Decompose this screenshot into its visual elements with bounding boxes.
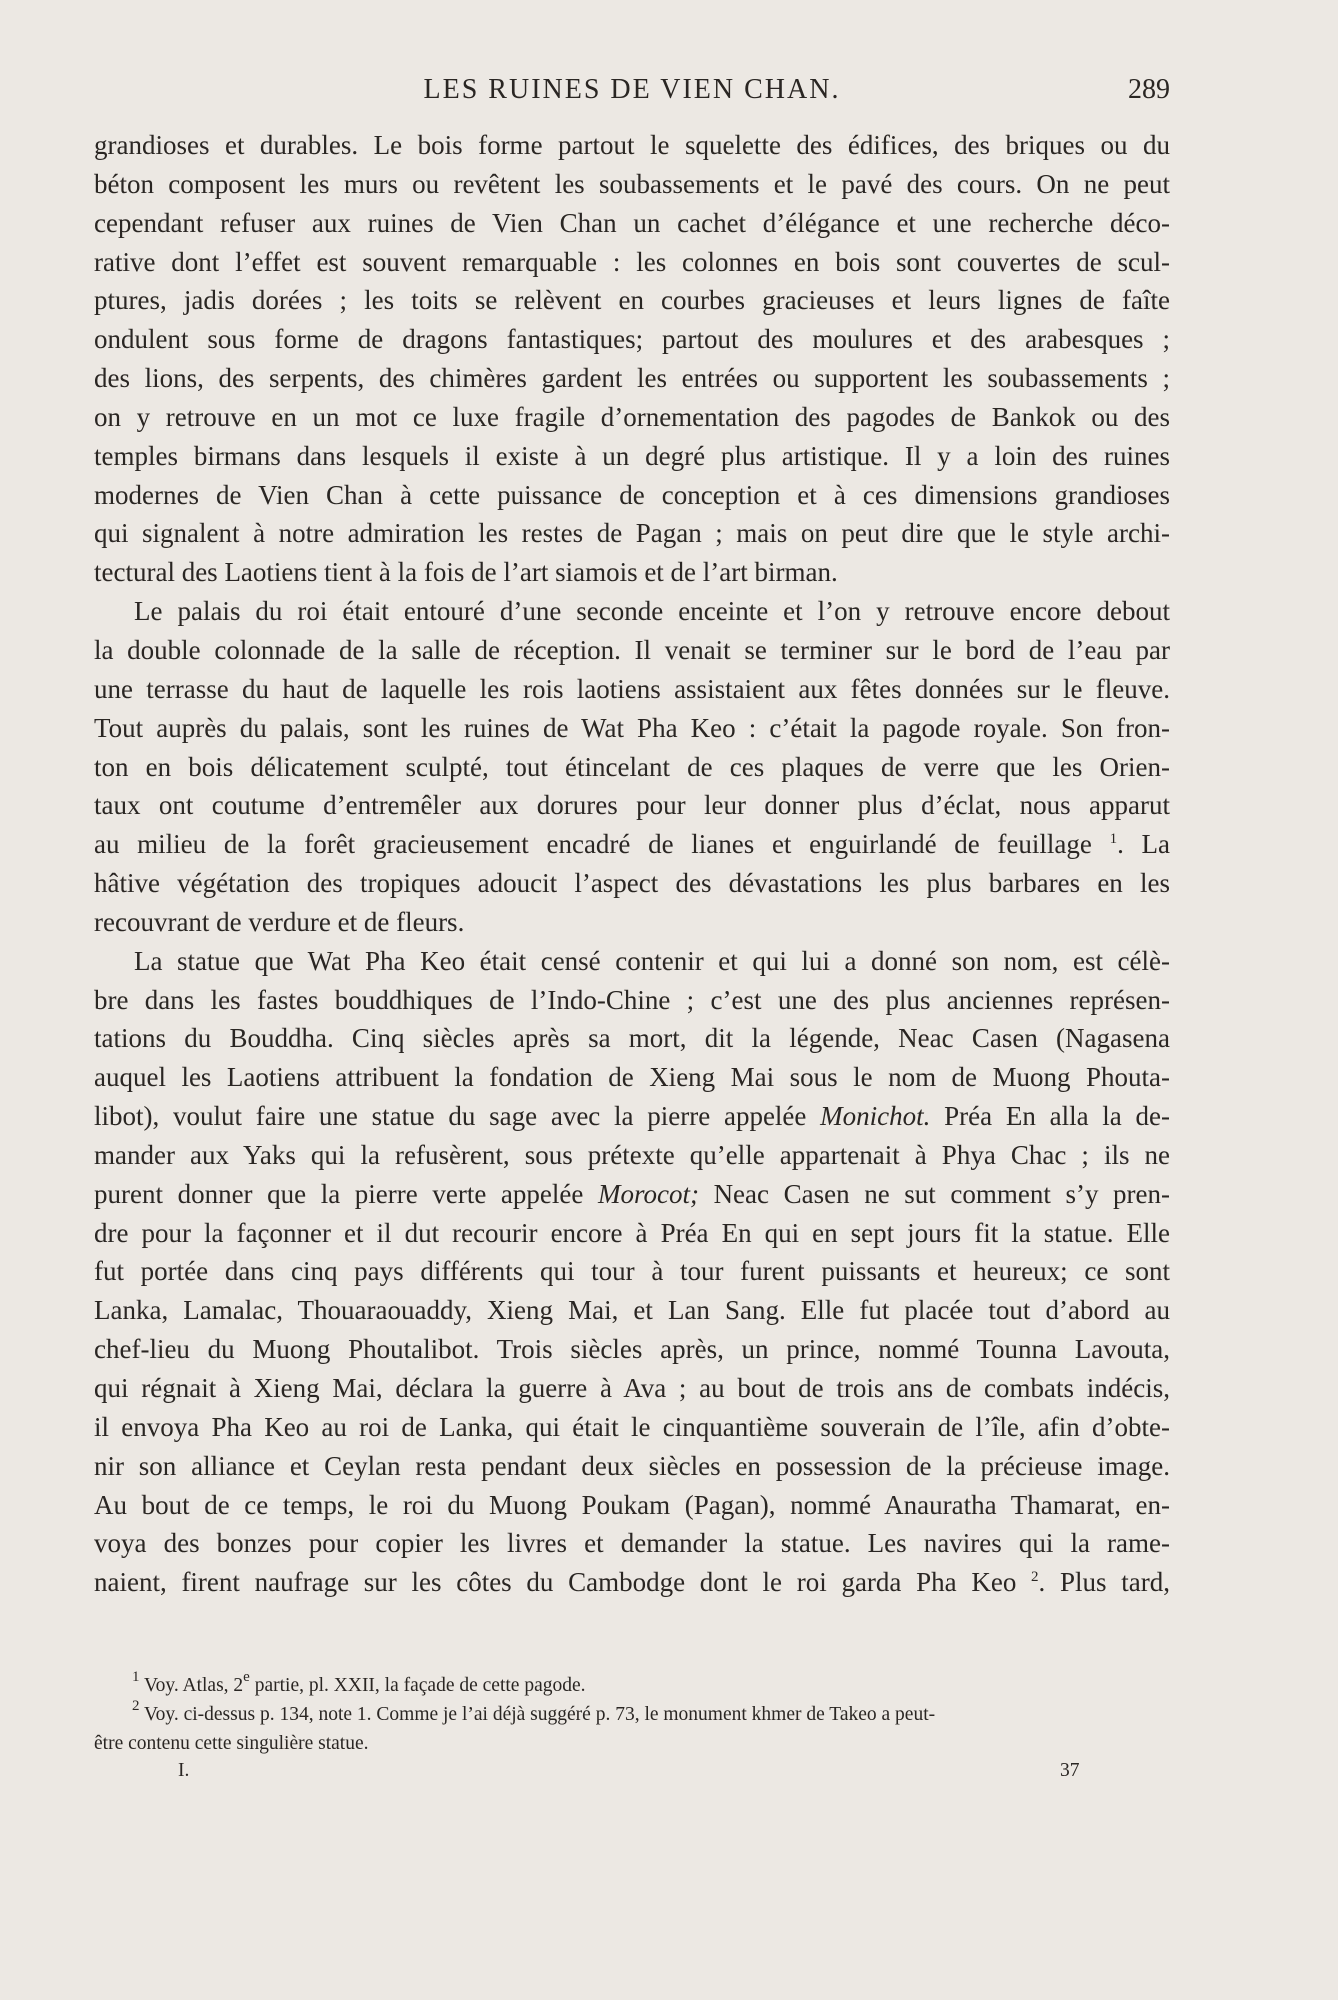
page-number: 289 bbox=[1128, 74, 1170, 105]
footnote-text: partie, pl. XXII, la façade de cette pagode. bbox=[254, 1675, 586, 1696]
text-line: chef-lieu du Muong Phoutalibot. Trois siècles après, un prince, nommé Tounna Lavouta, bbox=[94, 1334, 1170, 1365]
paragraph-start-line: La statue que Wat Pha Keo était censé contenir et qui lui a donné son nom, est célè- bbox=[134, 945, 1170, 976]
text-line: auquel les Laotiens attribuent la fondation de Xieng Mai sous le nom de Muong Phouta- bbox=[94, 1062, 1170, 1093]
text-line bbox=[94, 1097, 1170, 1136]
text-line: mander aux Yaks qui la refusèrent, sous prétexte qu’elle appartenait à Phya Chac ; ils ne bbox=[94, 1139, 1170, 1170]
text-line: rative dont l’effet est souvent remarquable : les colonnes en bois sont couvertes de scul- bbox=[94, 246, 1170, 277]
footnote-2 bbox=[94, 1700, 1170, 1729]
footnote-1 bbox=[94, 1671, 1170, 1700]
footnote-2-continuation: être contenu cette singulière statue. bbox=[94, 1733, 369, 1754]
footnote-ref-2[interactable]: 2 bbox=[1031, 1569, 1039, 1586]
text-line: tectural des Laotiens tient à la fois de l’art siamois et de l’art birman. bbox=[94, 557, 838, 588]
text-line bbox=[94, 1175, 1170, 1214]
footnotes bbox=[94, 1671, 1170, 1758]
text-segment: . La bbox=[1117, 829, 1170, 860]
footnote-text: Voy. ci-dessus p. 134, note 1. Comme je l’ai déjà suggéré p. 73, le monument khmer de Takeo a peut- bbox=[144, 1704, 936, 1725]
footnote-superscript: e bbox=[243, 1669, 250, 1685]
footnote-ref-1[interactable]: 1 bbox=[1109, 831, 1118, 848]
text-line: béton composent les murs ou revêtent les soubassements et le pavé des cours. On ne peut bbox=[94, 168, 1170, 199]
text-line: recouvrant de verdure et de fleurs. bbox=[94, 906, 465, 937]
footnote-marker: 1 bbox=[132, 1669, 140, 1685]
body-text bbox=[94, 126, 1170, 1602]
text-line: bre dans les fastes bouddhiques de l’Indo-Chine ; c’est une des plus anciennes représen- bbox=[94, 984, 1170, 1015]
text-line: ptures, jadis dorées ; les toits se relèvent en courbes gracieuses et leurs lignes de faîte bbox=[94, 285, 1170, 316]
text-line: modernes de Vien Chan à cette puissance de conception et à ces dimensions grandioses bbox=[94, 479, 1170, 510]
text-line: tations du Bouddha. Cinq siècles après sa mort, dit la légende, Neac Casen (Nagasena bbox=[94, 1023, 1170, 1054]
running-title: LES RUINES DE VIEN CHAN. bbox=[423, 74, 841, 105]
text-line: la double colonnade de la salle de réception. Il venait se terminer sur le bord de l’eau par bbox=[94, 634, 1170, 665]
page-header bbox=[94, 74, 1170, 114]
text-segment: purent donner que la pierre verte appelée bbox=[94, 1178, 584, 1209]
text-line: des lions, des serpents, des chimères gardent les entrées ou supportent les soubassements ; bbox=[94, 363, 1170, 394]
printer-signatures bbox=[94, 1760, 1170, 1790]
paragraph-start-line: Le palais du roi était entouré d’une seconde enceinte et l’on y retrouve encore debout bbox=[134, 596, 1170, 627]
text-line bbox=[94, 1563, 1170, 1602]
text-line: temples birmans dans lesquels il existe à un degré plus artistique. Il y a loin des ruines bbox=[94, 440, 1170, 471]
text-segment: naient, firent naufrage sur les côtes du Cambodge dont le roi garda Pha Keo bbox=[94, 1567, 1017, 1598]
sheet-signature: 37 bbox=[1060, 1760, 1080, 1781]
italic-term: Morocot; bbox=[597, 1178, 699, 1209]
text-line: hâtive végétation des tropiques adoucit l’aspect des dévastations les plus barbares en les bbox=[94, 868, 1170, 899]
text-line: on y retrouve en un mot ce luxe fragile d’ornementation des pagodes de Bankok ou des bbox=[94, 401, 1170, 432]
text-line: voya des bonzes pour copier les livres et demander la statue. Les navires qui la rame- bbox=[94, 1528, 1170, 1559]
text-segment: Préa En alla la de- bbox=[944, 1101, 1171, 1132]
footnote-marker: 2 bbox=[132, 1698, 140, 1714]
text-line: cependant refuser aux ruines de Vien Chan un cachet d’élégance et une recherche déco- bbox=[94, 207, 1170, 238]
text-line: nir son alliance et Ceylan resta pendant deux siècles en possession de la précieuse image. bbox=[94, 1450, 1170, 1481]
text-line: taux ont coutume d’entremêler aux dorures pour leur donner plus d’éclat, nous apparut bbox=[94, 790, 1170, 821]
text-line bbox=[94, 825, 1170, 864]
text-segment: . Plus tard, bbox=[1038, 1567, 1170, 1598]
text-line: qui régnait à Xieng Mai, déclara la guerre à Ava ; au bout de trois ans de combats indécis, bbox=[94, 1373, 1170, 1403]
text-line: Lanka, Lamalac, Thouaraouaddy, Xieng Mai, et Lan Sang. Elle fut placée tout d’abord au bbox=[94, 1295, 1170, 1326]
text-line: qui signalent à notre admiration les restes de Pagan ; mais on peut dire que le style archi- bbox=[94, 518, 1170, 549]
volume-signature: I. bbox=[178, 1760, 190, 1781]
italic-term: Monichot. bbox=[820, 1101, 931, 1132]
footnote-text: Voy. Atlas, 2 bbox=[144, 1675, 244, 1696]
text-segment: libot), voulut faire une statue du sage avec la pierre appelée bbox=[94, 1101, 807, 1132]
text-line: dre pour la façonner et il dut recourir encore à Préa En qui en sept jours fit la statue. Elle bbox=[94, 1217, 1170, 1248]
text-line: grandioses et durables. Le bois forme partout le squelette des édifices, des briques ou du bbox=[94, 130, 1170, 160]
text-line: il envoya Pha Keo au roi de Lanka, qui était le cinquantième souverain de l’île, afin d’obte- bbox=[94, 1411, 1170, 1442]
text-segment: au milieu de la forêt gracieusement encadré de lianes et enguirlandé de feuillage bbox=[94, 829, 1092, 860]
text-line: une terrasse du haut de laquelle les rois laotiens assistaient aux fêtes données sur le fleuve. bbox=[94, 673, 1170, 704]
text-line: ton en bois délicatement sculpté, tout étincelant de ces plaques de verre que les Orien- bbox=[94, 751, 1170, 782]
text-line: Tout auprès du palais, sont les ruines de Wat Pha Keo : c’était la pagode royale. Son fron- bbox=[94, 712, 1170, 743]
text-line: ondulent sous forme de dragons fantastiques; partout des moulures et des arabesques ; bbox=[94, 324, 1170, 355]
text-line: fut portée dans cinq pays différents qui tour à tour furent puissants et heureux; ce sont bbox=[94, 1256, 1170, 1287]
text-line: Au bout de ce temps, le roi du Muong Poukam (Pagan), nommé Anauratha Thamarat, en- bbox=[94, 1489, 1170, 1520]
text-segment: Neac Casen ne sut comment s’y pren- bbox=[713, 1178, 1171, 1209]
